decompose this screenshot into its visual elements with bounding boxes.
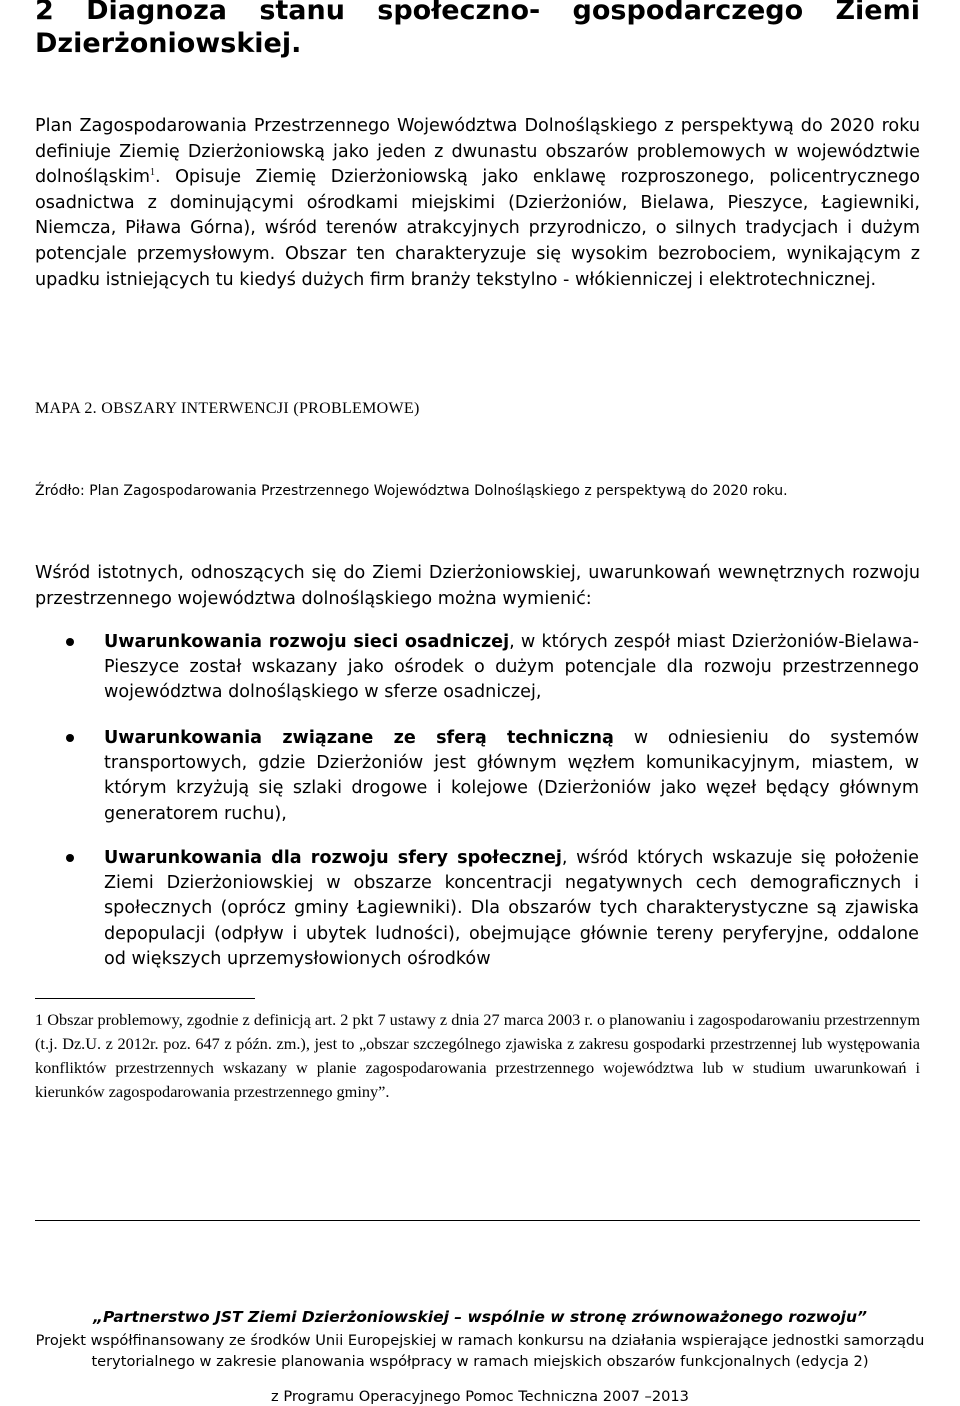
intro-text-part2: . Opisuje Ziemię Dzierżoniowską jako enklawę rozproszonego, policentrycznego osadnictwa z dominującymi ośrodkami miejskimi (Dzierżoniów, Bielawa, Pieszyce, Łagiewniki, Niemcza, Piława Górna), wśród terenów atrakcyjnych przyrodniczo, o silnych tradycjach i dużym potencjale przemysłowym. Obszar ten charakteryzuje się wysokim bezrobociem, wynikającym z upadku istniejących tu kiedyś dużych firm branży tekstylno - włókienniczej i elektrotechnicznej. bbox=[35, 167, 920, 290]
footer-title: „Partnerstwo JST Ziemi Dzierżoniowskiej – wspólnie w stronę zrównoważonego rozwoju” bbox=[93, 1308, 867, 1326]
footnote: 1 Obszar problemowy, zgodnie z definicją art. 2 pkt 7 ustawy z dnia 27 marca 2003 r. o planowaniu i zagospodarowaniu przestrzennym (t.j. Dz.U. z 2012r. poz. 647 z późn. zm.), jest to „obszar szczególnego zjawiska z zakresu gospodarki przestrzennej lub występowania konfliktów przestrzennych wskazany w planie zagospodarowania przestrzennego województwa lub w studium uwarunkowań i kierunków zagospodarowania przestrzennego gminy”. bbox=[35, 1010, 920, 1101]
footer-funding-line-2: terytorialnego w zakresie planowania współpracy w ramach miejskich obszarów funkcjonalnych (edycja 2) bbox=[91, 1353, 869, 1370]
footnote-reference[interactable]: 1 bbox=[149, 167, 155, 179]
footnote-divider bbox=[35, 998, 255, 999]
footer-divider bbox=[35, 1220, 920, 1221]
footer-programme-line: z Programu Operacyjnego Pomoc Techniczna 2007 –2013 bbox=[271, 1388, 689, 1405]
intro-text-part1: Plan Zagospodarowania Przestrzennego Województwa Dolnośląskiego z perspektywą do 2020 roku definiuje Ziemię Dzierżoniowską jako jeden z dwunastu obszarów problemowych w województwie dolnośląskim bbox=[35, 116, 920, 188]
conditions-intro: Wśród istotnych, odnoszących się do Ziemi Dzierżoniowskiej, uwarunkowań wewnętrznych rozwoju przestrzennego województwa dolnośląskiego można wymienić: bbox=[35, 563, 920, 609]
list-item-text bbox=[104, 726, 919, 827]
list-item-body: , w których zespół miast Dzierżoniów-Bielawa-Pieszyce został wskazany jako ośrodek o dużym potencjale dla rozwoju przestrzennego województwa dolnośląskiego w sferze osadniczej, bbox=[104, 632, 919, 703]
list-item-bold: Uwarunkowania dla rozwoju sfery społecznej bbox=[104, 848, 562, 868]
footer-funding-line-1: Projekt współfinansowany ze środków Unii Europejskiej w ramach konkursu na działania wspierające jednostki samorządu bbox=[35, 1332, 925, 1349]
map-caption: MAPA 2. OBSZARY INTERWENCJI (PROBLEMOWE) bbox=[35, 400, 420, 417]
bullet-icon bbox=[66, 734, 74, 742]
bullet-icon bbox=[66, 854, 74, 862]
list-item-bold: Uwarunkowania rozwoju sieci osadniczej bbox=[104, 632, 510, 652]
intro-paragraph bbox=[35, 114, 920, 293]
list-item-text bbox=[104, 846, 919, 972]
list-item-bold: Uwarunkowania związane ze sferą techniczną bbox=[104, 728, 614, 748]
map-source: Źródło: Plan Zagospodarowania Przestrzennego Województwa Dolnośląskiego z perspektywą do 2020 roku. bbox=[35, 483, 788, 499]
list-item-text bbox=[104, 630, 919, 706]
section-heading: 2 Diagnoza stanu społeczno- gospodarczego Ziemi Dzierżoniowskiej. bbox=[35, 0, 920, 59]
bullet-icon bbox=[66, 638, 74, 646]
list-item-body: w odniesieniu do systemów transportowych, gdzie Dzierżoniów jest głównym węzłem komunikacyjnym, miastem, w którym krzyżują się szlaki drogowe i kolejowe (Dzierżoniów jako węzeł będący głównym generatorem ruchu), bbox=[104, 728, 919, 824]
list-item-body: , wśród których wskazuje się położenie Ziemi Dzierżoniowskiej w obszarze koncentracji negatywnych cech demograficznych i społecznych (oprócz gminy Łagiewniki). Dla obszarów tych charakterystyczne są zjawiska depopulacji (odpływ i ubytek ludności), obejmujące głównie tereny peryferyjne, oddalone od większych uprzemysłowionych ośrodków bbox=[104, 848, 919, 969]
